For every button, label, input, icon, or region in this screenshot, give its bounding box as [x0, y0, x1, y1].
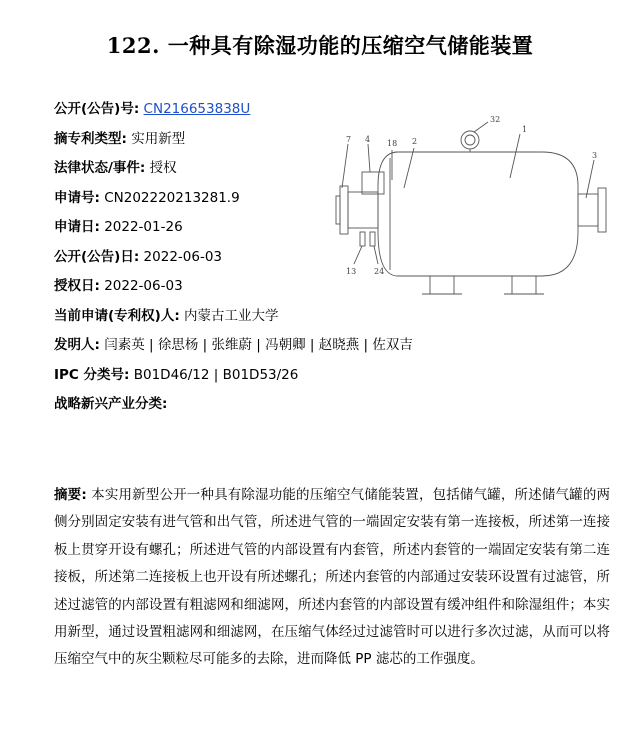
field-value: 2022-06-03 — [104, 278, 183, 294]
drawing-label-4: 4 — [365, 135, 371, 144]
drain-stub-a — [360, 232, 365, 246]
leader-13 — [354, 246, 362, 264]
outlet-pipe — [578, 194, 598, 226]
field-label: 公开(公告)日: — [54, 248, 140, 265]
field-applicant — [54, 305, 354, 335]
leader-32 — [474, 122, 488, 132]
drawing-label-32: 32 — [490, 115, 501, 124]
field-value: 实用新型 — [131, 130, 186, 147]
pressure-gauge-face — [465, 135, 475, 145]
drawing-label-1: 1 — [522, 125, 528, 134]
field-value: 授权 — [149, 160, 177, 176]
pressure-gauge — [461, 131, 479, 149]
support-foot-left — [430, 276, 454, 294]
field-label: 申请日: — [54, 219, 100, 235]
drawing-label-3: 3 — [592, 151, 598, 160]
publication-number-link[interactable]: CN216653838U — [143, 101, 251, 117]
field-label: 战略新兴产业分类: — [54, 396, 168, 412]
field-label: 授权日: — [54, 278, 100, 294]
patent-drawing — [334, 108, 610, 304]
field-strategic-industry — [54, 393, 354, 423]
field-legal-status — [54, 157, 354, 187]
field-inventors — [54, 334, 413, 364]
leader-4 — [368, 144, 370, 172]
inlet-pipe — [348, 192, 378, 228]
field-value: 闫素英 | 徐思杨 | 张维蔚 | 冯朝卿 | 赵晓燕 | 佐双吉 — [104, 337, 413, 353]
field-value: B01D46/12 | B01D53/26 — [133, 366, 299, 383]
field-application-date — [54, 216, 354, 246]
field-application-number — [54, 187, 354, 217]
field-publication-number — [54, 98, 354, 128]
field-grant-date — [54, 275, 354, 305]
dehumidifier-box — [362, 172, 384, 194]
field-label: IPC 分类号: — [54, 366, 130, 383]
drawing-label-13: 13 — [346, 267, 357, 276]
inlet-plate — [336, 196, 340, 224]
drawing-label-24: 24 — [374, 267, 385, 276]
field-label: 法律状态/事件: — [54, 160, 146, 176]
leader-1 — [510, 134, 520, 178]
inlet-flange — [340, 186, 348, 234]
field-publication-date — [54, 246, 357, 276]
outlet-flange — [598, 188, 606, 232]
field-label: 摘专利类型: — [54, 130, 127, 147]
drain-stub-b — [370, 232, 375, 246]
field-patent-type — [54, 128, 354, 158]
leader-24 — [374, 246, 378, 264]
drawing-label-7: 7 — [346, 135, 352, 144]
abstract-paragraph — [54, 482, 610, 674]
leader-3 — [586, 160, 594, 198]
abstract-text: 本实用新型公开一种具有除湿功能的压缩空气储能装置，包括储气罐，所述储气罐的两侧分别固定安装有进气管和出气管，所述进气管的一端固定安装有第一连接板，所述第一连接板上贯穿开设有螺孔；所述进气管的内部设置有内套管，所述内套管的一端固定安装有第二连接板，所述第二连接板上也开设有所述螺孔；所述内套管的内部通过安装环设置有过滤管，所述过滤管的内部设置有粗滤网和细滤网，所述内套管的内部设置有缓冲组件和除湿组件；本实用新型，通过设置粗滤网和细滤网，在压缩气体经过过滤管时可以进行多次过滤，从而可以将压缩空气中的灰尘颗粒尽可能多的去除，进而降低 PP 滤芯的工作强度。 — [54, 487, 610, 668]
drawing-label-18: 18 — [387, 139, 398, 148]
field-value: 内蒙古工业大学 — [184, 307, 279, 324]
field-value: 2022-06-03 — [143, 248, 223, 265]
support-foot-right — [512, 276, 536, 294]
field-value: CN202220213281.9 — [104, 189, 240, 206]
field-label: 发明人: — [54, 337, 100, 353]
field-ipc-class — [54, 364, 354, 394]
field-label: 当前申请(专利权)人: — [54, 307, 180, 324]
leader-2 — [404, 148, 414, 188]
field-label: 申请号: — [54, 189, 100, 206]
abstract-label: 摘要: — [54, 487, 87, 503]
drawing-label-2: 2 — [412, 137, 418, 146]
leader-7 — [342, 144, 348, 188]
field-label: 公开(公告)号: — [54, 101, 140, 117]
field-value: 2022-01-26 — [104, 219, 183, 235]
patent-title: 122. 一种具有除湿功能的压缩空气储能装置 — [106, 33, 534, 58]
